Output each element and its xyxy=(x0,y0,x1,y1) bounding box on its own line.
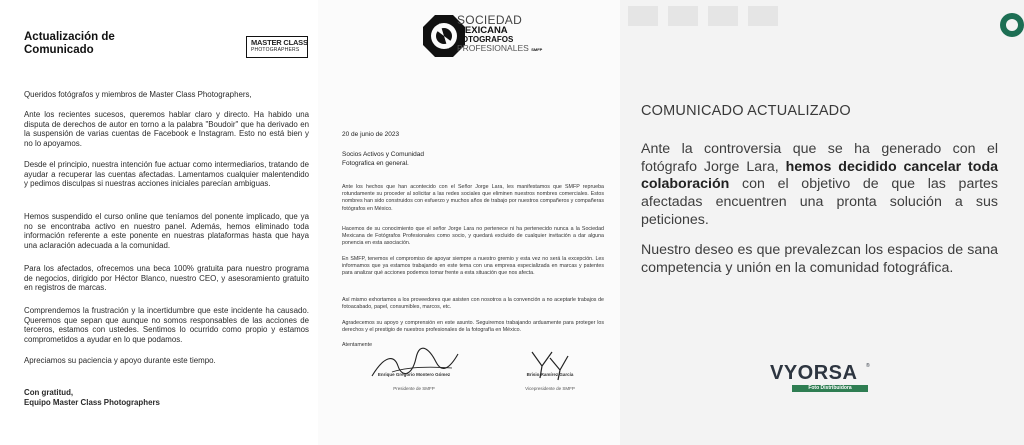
statement-paragraph: Comprendemos la frustración y la incertidumbre que este incidente ha causado. Queremos que sepan que aunque no somos responsables de las acciones de terceros, estamos con ustedes. Sentimos lo ocurrido como propio y estamos comprometidos a ayudar en lo que podamos. xyxy=(24,306,309,345)
letter-paragraph: Agradecemos su apoyo y comprensión en este asunto. Seguiremos trabajando arduamente para proteger los derechos y el prestigio de nuestros profesionales de la fotografía en México. xyxy=(342,320,604,334)
statement-paragraph: Apreciamos su paciencia y apoyo durante este tiempo. xyxy=(24,356,216,365)
brand-registered: ® xyxy=(866,363,870,369)
brand-subtitle: Foto Distribuidora xyxy=(808,385,852,391)
logo-line-2: MEXICANA xyxy=(457,25,508,36)
brand-name: VYORSA xyxy=(770,362,858,384)
master-class-logo xyxy=(246,36,308,58)
signer-role: Vicepresidente de SMFP xyxy=(525,386,575,391)
letter-closing: Atentamente xyxy=(342,342,373,348)
logo-line-2: PHOTOGRAPHERS xyxy=(251,47,300,53)
statement-greeting: Queridos fotógrafos y miembros de Master Class Photographers, xyxy=(24,90,252,99)
paragraph-text: con el objetivo de que las partes afectadas encuentren una pronta solución a sus peticiones. xyxy=(641,176,998,228)
letter-paragraph: Hacemos de su conocimiento que el señor Jorge Lara no pertenece ni ha pertenecido nunca a la Sociedad Mexicana de Fotógrafos Profesionales como socio, y quedará excluido de cualquier invitación a dar alguna ponencia en esta asociación. xyxy=(342,226,604,247)
statement-closing: Con gratitud, xyxy=(24,388,74,397)
letter-greeting xyxy=(342,151,424,168)
paragraph-text: Ante la controversia que se ha generado con el fotógrafo Jorge Lara, xyxy=(641,141,998,175)
vyorsa-logo xyxy=(770,363,870,395)
statement-paragraph xyxy=(641,141,998,230)
signer-name: Enrique Gregorio Montero Gómez xyxy=(377,372,451,377)
statement-paragraph: Ante los recientes sucesos, queremos hablar claro y directo. Ha habido una disputa de derechos de autor en torno a la palabra "Boudoir" que ha derivado en la suspensión de varias cuentas de Facebook e Instagram. Esto no está bien y no lo apoyamos. xyxy=(24,110,309,149)
statement-paragraph: Nuestro deseo es que prevalezcan los espacios de sana competencia y unión en la comunidad fotográfica. xyxy=(641,242,998,276)
smfp-letter xyxy=(318,0,620,445)
logo-line-1: MASTER CLASS xyxy=(251,38,308,47)
watermark-icon xyxy=(628,4,778,28)
smfp-logo-text xyxy=(457,14,542,54)
logo-line-1: SOCIEDAD xyxy=(457,13,523,27)
brand-badge-icon xyxy=(1000,13,1024,37)
statement-signature: Equipo Master Class Photographers xyxy=(24,398,160,407)
signer-role: Presidente de SMFP xyxy=(393,386,435,391)
paragraph-emphasis: hemos decidido cancelar toda colaboración xyxy=(641,158,998,193)
logo-mark: SMFP xyxy=(531,47,543,52)
statement-paragraph: Hemos suspendido el curso online que teníamos del ponente implicado, que ya no se encontraba activo en nuestro panel. Además, hemos eliminado toda información referente a este ponente en nuestras plataformas hasta que haya una aclaración adecuada a la comunidad. xyxy=(24,212,309,251)
statement-title: Actualización de Comunicado xyxy=(24,31,115,56)
letter-paragraph: Así mismo exhortamos a los proveedores que asisten con nosotros a la convención a no aceptarle trabajos de fotoacabado, papel, consumibles, marcos, etc. xyxy=(342,297,604,311)
logo-line-4-text: PROFESIONALES xyxy=(457,43,529,53)
logo-line-4 xyxy=(457,44,542,54)
statement-paragraph: Para los afectados, ofrecemos una beca 100% gratuita para nuestro programa de negocios, dirigido por Héctor Blanco, nuestro CEO, y asesoramiento gratuito en registros de marcas. xyxy=(24,264,309,293)
signer-name: Brisio Ramírez García xyxy=(526,372,574,377)
letter-paragraph: Ante los hechos que han acontecido con el Señor Jorge Lara, les manifestamos que SMFP reprueba rotundamente su proceder al solicitar a las redes sociales que eliminen nuestros nombres comerciales. Estos nombres han sido construidos con esfuerzo y muchos años de trabajo por nuestros compañeros y compañeras fotógrafos en México. xyxy=(342,184,604,212)
greeting-line-2: Fotografica en general. xyxy=(342,159,409,167)
master-class-statement xyxy=(0,0,318,445)
vyorsa-statement xyxy=(620,0,1024,445)
letter-paragraph: En SMFP, tenemos el compromiso de apoyar siempre a nuestro gremio y esta vez no será la excepción. Les informamos que ya estamos trabajando en este tema con una empresa especializada en marcas y patentes para analizar qué acciones podemos tomar frente a esta situación que nos afecta. xyxy=(342,256,604,277)
statement-heading: COMUNICADO ACTUALIZADO xyxy=(641,103,851,119)
logo-line-3: FOTOGRAFOS xyxy=(457,35,514,44)
statement-paragraph: Desde el principio, nuestra intención fue actuar como intermediarios, tratando de ayudar a recuperar las cuentas afectadas. Lamentamos cualquier malentendido y pedimos disculpas si nuestras acciones iniciales parecían ambiguas. xyxy=(24,160,309,189)
greeting-line-1: Socios Activos y Comunidad xyxy=(342,151,425,158)
letter-date: 20 de junio de 2023 xyxy=(342,131,400,138)
